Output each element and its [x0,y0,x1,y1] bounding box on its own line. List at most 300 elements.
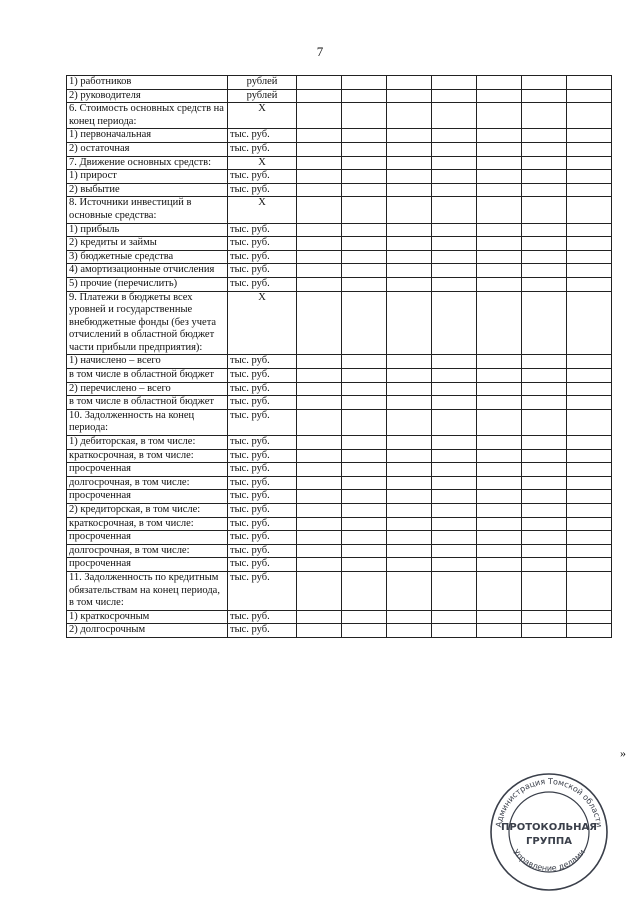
value-cell [522,355,567,369]
value-cell [297,223,342,237]
table-row [67,183,612,197]
value-cell [432,382,477,396]
table-row [67,436,612,450]
value-cell [342,129,387,143]
value-cell [297,409,342,435]
value-cell [387,264,432,278]
value-cell [432,76,477,90]
unit-cell: тыс. руб. [228,264,297,278]
value-cell [567,277,612,291]
value-cell [342,142,387,156]
indicator-cell: 1) работников [67,76,228,90]
value-cell [297,197,342,223]
table-row [67,396,612,410]
value-cell [297,558,342,572]
indicator-cell: 2) перечислено – всего [67,382,228,396]
value-cell [297,355,342,369]
stamp-ring-text: Администрация Томской области [494,776,604,828]
value-cell [387,129,432,143]
indicator-cell: 5) прочие (перечислить) [67,277,228,291]
value-cell [387,531,432,545]
value-cell [387,517,432,531]
value-cell [567,156,612,170]
table-row [67,624,612,638]
value-cell [522,463,567,477]
value-cell [567,237,612,251]
table-row [67,89,612,103]
table-row [67,197,612,223]
value-cell [342,610,387,624]
indicator-cell: 4) амортизационные отчисления [67,264,228,278]
value-cell [387,571,432,610]
table-row [67,264,612,278]
value-cell [342,369,387,383]
value-cell [432,156,477,170]
unit-cell: тыс. руб. [228,504,297,518]
table-row [67,490,612,504]
table-row [67,409,612,435]
value-cell [477,197,522,223]
value-cell [342,355,387,369]
value-cell [432,463,477,477]
value-cell [432,223,477,237]
value-cell [297,517,342,531]
unit-cell: тыс. руб. [228,396,297,410]
value-cell [387,476,432,490]
value-cell [477,382,522,396]
value-cell [567,369,612,383]
value-cell [477,250,522,264]
table-row [67,382,612,396]
value-cell [477,436,522,450]
value-cell [567,183,612,197]
indicator-cell: в том числе в областной бюджет [67,396,228,410]
value-cell [567,396,612,410]
unit-cell: тыс. руб. [228,463,297,477]
value-cell [522,382,567,396]
value-cell [567,382,612,396]
table-row [67,610,612,624]
value-cell [567,463,612,477]
value-cell [477,610,522,624]
value-cell [522,396,567,410]
value-cell [387,197,432,223]
value-cell [522,197,567,223]
value-cell [567,89,612,103]
value-cell [297,396,342,410]
value-cell [432,517,477,531]
value-cell [387,369,432,383]
value-cell [432,369,477,383]
value-cell [522,264,567,278]
value-cell [432,436,477,450]
value-cell [567,409,612,435]
value-cell [432,624,477,638]
value-cell [432,170,477,184]
table-row [67,129,612,143]
value-cell [432,355,477,369]
table-row [67,223,612,237]
value-cell [387,396,432,410]
value-cell [567,476,612,490]
table-row [67,558,612,572]
value-cell [342,476,387,490]
table-row [67,170,612,184]
unit-cell: тыс. руб. [228,610,297,624]
value-cell [342,409,387,435]
value-cell [432,610,477,624]
value-cell [342,223,387,237]
value-cell [432,264,477,278]
value-cell [477,170,522,184]
value-cell [522,277,567,291]
indicator-cell: краткосрочная, в том числе: [67,517,228,531]
value-cell [387,624,432,638]
value-cell [297,129,342,143]
value-cell [297,156,342,170]
indicator-cell: просроченная [67,558,228,572]
value-cell [342,291,387,355]
value-cell [567,170,612,184]
indicator-cell: 9. Платежи в бюджеты всех уровней и государственные внебюджетные фонды (без учета отчислений в областной бюджет части прибыли предприятия): [67,291,228,355]
value-cell [387,544,432,558]
value-cell [342,504,387,518]
value-cell [477,277,522,291]
unit-cell: X [228,156,297,170]
value-cell [432,183,477,197]
value-cell [522,103,567,129]
value-cell [432,89,477,103]
indicator-cell: просроченная [67,463,228,477]
table-row [67,504,612,518]
value-cell [342,197,387,223]
value-cell [432,544,477,558]
unit-cell: тыс. руб. [228,237,297,251]
table-row [67,463,612,477]
unit-cell: тыс. руб. [228,571,297,610]
value-cell [297,237,342,251]
value-cell [342,463,387,477]
report-table-body [67,76,612,638]
value-cell [522,89,567,103]
value-cell [297,531,342,545]
value-cell [342,156,387,170]
unit-cell: тыс. руб. [228,436,297,450]
indicator-cell: 1) первоначальная [67,129,228,143]
indicator-cell: 2) кредиты и займы [67,237,228,251]
value-cell [432,504,477,518]
value-cell [477,156,522,170]
value-cell [432,571,477,610]
value-cell [567,264,612,278]
value-cell [432,142,477,156]
value-cell [342,624,387,638]
value-cell [387,223,432,237]
value-cell [477,142,522,156]
value-cell [477,544,522,558]
table-row [67,76,612,90]
value-cell [342,571,387,610]
value-cell [522,291,567,355]
unit-cell: тыс. руб. [228,544,297,558]
value-cell [297,571,342,610]
value-cell [297,436,342,450]
value-cell [477,129,522,143]
table-row [67,517,612,531]
value-cell [477,490,522,504]
value-cell [297,142,342,156]
indicator-cell: 6. Стоимость основных средств на конец периода: [67,103,228,129]
value-cell [432,531,477,545]
indicator-cell: 1) начислено – всего [67,355,228,369]
value-cell [432,291,477,355]
value-cell [567,558,612,572]
value-cell [297,89,342,103]
indicator-cell: 1) прибыль [67,223,228,237]
value-cell [522,449,567,463]
indicator-cell: 2) кредиторская, в том числе: [67,504,228,518]
value-cell [297,463,342,477]
value-cell [477,369,522,383]
table-row [67,476,612,490]
value-cell [387,355,432,369]
value-cell [342,436,387,450]
indicator-cell: краткосрочная, в том числе: [67,449,228,463]
indicator-cell: 10. Задолженность на конец периода: [67,409,228,435]
value-cell [567,517,612,531]
value-cell [432,490,477,504]
value-cell [567,250,612,264]
indicator-cell: 8. Источники инвестиций в основные средства: [67,197,228,223]
value-cell [387,277,432,291]
value-cell [477,223,522,237]
unit-cell: тыс. руб. [228,476,297,490]
stamp-ring-text-bottom: Управление делами [511,847,587,873]
unit-cell: тыс. руб. [228,355,297,369]
value-cell [342,382,387,396]
value-cell [522,476,567,490]
value-cell [522,624,567,638]
value-cell [567,197,612,223]
value-cell [522,76,567,90]
unit-cell: тыс. руб. [228,250,297,264]
value-cell [342,170,387,184]
value-cell [387,490,432,504]
value-cell [567,504,612,518]
value-cell [432,237,477,251]
value-cell [297,624,342,638]
value-cell [477,291,522,355]
report-table [66,75,612,638]
value-cell [387,103,432,129]
table-row [67,544,612,558]
value-cell [342,544,387,558]
value-cell [432,250,477,264]
value-cell [342,250,387,264]
value-cell [567,544,612,558]
unit-cell: X [228,291,297,355]
indicator-cell: 1) прирост [67,170,228,184]
value-cell [567,531,612,545]
unit-cell: тыс. руб. [228,129,297,143]
indicator-cell: долгосрочная, в том числе: [67,476,228,490]
unit-cell: тыс. руб. [228,223,297,237]
stamp-center-line2: ГРУППА [526,836,572,847]
unit-cell: тыс. руб. [228,170,297,184]
value-cell [567,223,612,237]
value-cell [522,250,567,264]
value-cell [432,277,477,291]
unit-cell: тыс. руб. [228,624,297,638]
value-cell [387,382,432,396]
value-cell [297,291,342,355]
value-cell [432,129,477,143]
value-cell [342,531,387,545]
unit-cell: тыс. руб. [228,558,297,572]
value-cell [477,531,522,545]
value-cell [342,89,387,103]
value-cell [567,103,612,129]
value-cell [387,250,432,264]
value-cell [567,129,612,143]
value-cell [567,291,612,355]
table-row [67,277,612,291]
value-cell [522,409,567,435]
value-cell [567,571,612,610]
indicator-cell: 11. Задолженность по кредитным обязательствам на конец периода, в том числе: [67,571,228,610]
value-cell [522,610,567,624]
value-cell [477,409,522,435]
value-cell [522,170,567,184]
value-cell [297,277,342,291]
value-cell [297,476,342,490]
value-cell [432,558,477,572]
value-cell [387,237,432,251]
value-cell [477,571,522,610]
value-cell [477,355,522,369]
value-cell [387,156,432,170]
value-cell [387,291,432,355]
value-cell [297,610,342,624]
indicator-cell: 2) выбытие [67,183,228,197]
indicator-cell: 2) долгосрочным [67,624,228,638]
value-cell [567,490,612,504]
value-cell [432,476,477,490]
value-cell [477,103,522,129]
unit-cell: тыс. руб. [228,409,297,435]
value-cell [477,183,522,197]
closing-quote: » [620,746,626,760]
value-cell [342,183,387,197]
value-cell [387,504,432,518]
value-cell [297,544,342,558]
indicator-cell: просроченная [67,531,228,545]
value-cell [387,610,432,624]
value-cell [522,369,567,383]
value-cell [567,449,612,463]
value-cell [432,103,477,129]
indicator-cell: просроченная [67,490,228,504]
unit-cell: тыс. руб. [228,183,297,197]
table-row [67,291,612,355]
value-cell [387,89,432,103]
value-cell [522,129,567,143]
value-cell [522,183,567,197]
indicator-cell: 7. Движение основных средств: [67,156,228,170]
value-cell [477,504,522,518]
value-cell [477,89,522,103]
value-cell [297,170,342,184]
value-cell [387,409,432,435]
value-cell [567,610,612,624]
value-cell [477,476,522,490]
value-cell [477,449,522,463]
value-cell [387,170,432,184]
value-cell [522,436,567,450]
unit-cell: тыс. руб. [228,490,297,504]
value-cell [387,558,432,572]
value-cell [477,463,522,477]
protocol-group-stamp [487,770,611,894]
value-cell [342,76,387,90]
table-row [67,571,612,610]
unit-cell: тыс. руб. [228,531,297,545]
value-cell [522,571,567,610]
value-cell [342,449,387,463]
value-cell [297,504,342,518]
table-row [67,142,612,156]
value-cell [297,264,342,278]
value-cell [522,223,567,237]
indicator-cell: 1) дебиторская, в том числе: [67,436,228,450]
value-cell [387,183,432,197]
page-number: 7 [316,44,324,59]
value-cell [567,436,612,450]
value-cell [387,449,432,463]
indicator-cell: 2) руководителя [67,89,228,103]
value-cell [297,369,342,383]
indicator-cell: 2) остаточная [67,142,228,156]
value-cell [342,558,387,572]
value-cell [567,142,612,156]
value-cell [297,449,342,463]
value-cell [567,76,612,90]
table-row [67,237,612,251]
value-cell [432,396,477,410]
indicator-cell: долгосрочная, в том числе: [67,544,228,558]
value-cell [522,237,567,251]
unit-cell: тыс. руб. [228,369,297,383]
unit-cell: тыс. руб. [228,382,297,396]
value-cell [342,396,387,410]
value-cell [342,490,387,504]
value-cell [477,624,522,638]
table-row [67,531,612,545]
value-cell [297,103,342,129]
value-cell [477,264,522,278]
unit-cell: тыс. руб. [228,142,297,156]
table-row [67,250,612,264]
unit-cell: рублей [228,76,297,90]
value-cell [522,517,567,531]
value-cell [387,463,432,477]
value-cell [432,197,477,223]
value-cell [297,490,342,504]
value-cell [342,264,387,278]
unit-cell: тыс. руб. [228,277,297,291]
value-cell [342,237,387,251]
unit-cell: тыс. руб. [228,517,297,531]
